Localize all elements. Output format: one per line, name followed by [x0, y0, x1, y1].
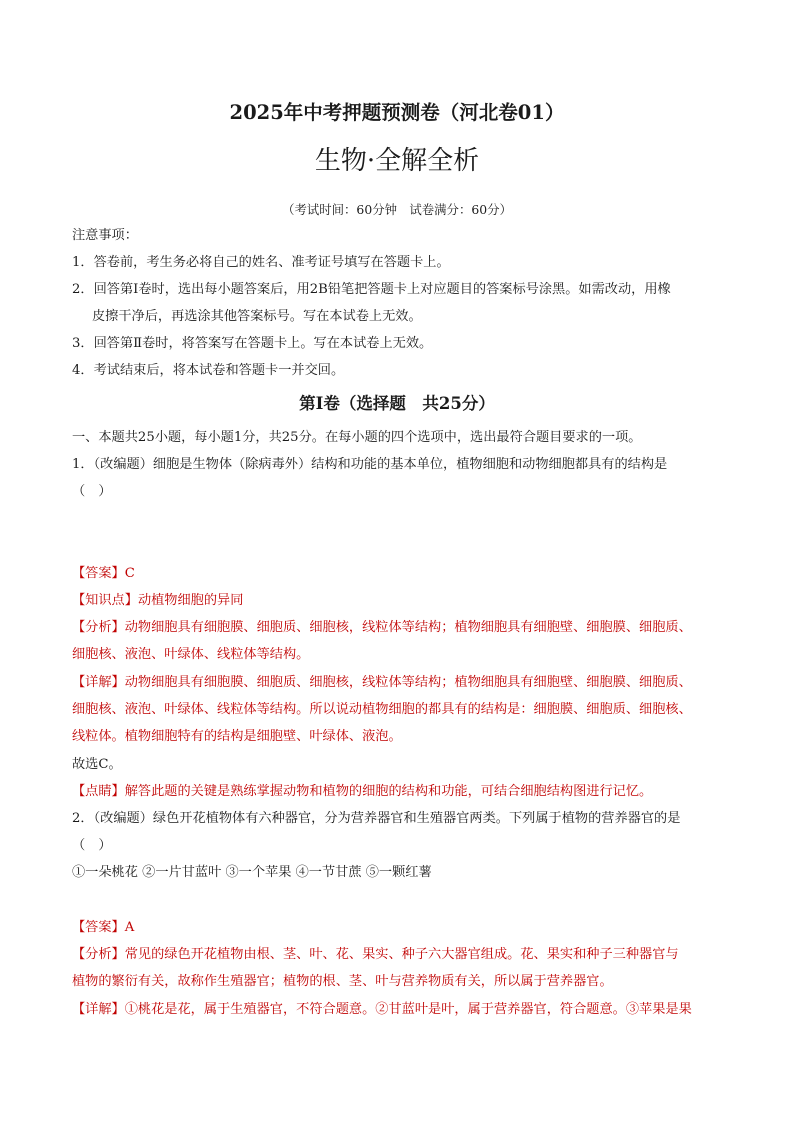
answer-tag: 【答案】 — [72, 566, 125, 581]
notice-item: 皮擦干净后，再选涂其他答案标号。写在本试卷上无效。 — [92, 309, 422, 324]
notice-item: 4．考试结束后，将本试卷和答题卡一并交回。 — [72, 363, 345, 378]
q2-answer — [72, 918, 728, 938]
notice-item: 2．回答第Ⅰ卷时，选出每小题答案后，用2B铅笔把答题卡上对应题目的答案标号涂黑。如需改动，用橡 — [72, 282, 671, 297]
q2-items: ①一朵桃花 ②一片甘蓝叶 ③一个苹果 ④一节甘蔗 ⑤一颗红薯 — [72, 865, 432, 880]
answer-tag: 【答案】 — [72, 920, 125, 935]
detail-tag: 【详解】 — [72, 1002, 125, 1017]
page-title: 2025年中考押题预测卷（河北卷01） — [229, 101, 565, 124]
knowledge-text: 动植物细胞的异同 — [137, 593, 244, 608]
q1-analysis — [72, 618, 728, 638]
q1-conclusion: 故选C。 — [72, 757, 122, 772]
q1-detail — [72, 673, 728, 693]
notice-item: 1．答卷前，考生务必将自己的姓名、准考证号填写在答题卡上。 — [72, 255, 450, 270]
q1-stem: 1．（改编题）细胞是生物体（除病毒外）结构和功能的基本单位，植物细胞和动物细胞都具有的结构是 — [72, 457, 668, 472]
analysis-tag: 【分析】 — [72, 620, 125, 635]
section-title: 第Ⅰ卷（选择题 共25分） — [299, 394, 495, 413]
analysis-text: 常见的绿色开花植物由根、茎、叶、花、果实、种子六大器官组成。花、果实和种子三种器官与 — [124, 947, 679, 962]
q1-detail-cont: 细胞核、液泡、叶绿体、线粒体等结构。所以说动植物细胞的都具有的结构是：细胞膜、细胞质、细胞核、 — [72, 702, 692, 717]
q1-knowledge — [72, 591, 728, 611]
q1-answer — [72, 564, 728, 584]
q2-stem-paren: （ ） — [72, 838, 112, 853]
notice-heading: 注意事项： — [72, 228, 138, 243]
q1-detail-cont: 线粒体。植物细胞特有的结构是细胞壁、叶绿体、液泡。 — [72, 729, 402, 744]
answer-value: C — [124, 566, 135, 581]
tip-tag: 【点睛】 — [72, 784, 125, 799]
q2-detail — [72, 1000, 728, 1020]
q2-analysis-cont: 植物的繁衍有关，故称作生殖器官；植物的根、茎、叶与营养物质有关，所以属于营养器官。 — [72, 974, 613, 989]
tip-text: 解答此题的关键是熟练掌握动物和植物的细胞的结构和功能，可结合细胞结构图进行记忆。 — [124, 784, 653, 799]
q1-stem-paren: （ ） — [72, 484, 112, 499]
section-intro: 一、本题共25小题，每小题1分，共25分。在每小题的四个选项中，选出最符合题目要求的一项。 — [72, 430, 642, 445]
q1-tip — [72, 782, 728, 802]
q2-analysis — [72, 945, 728, 965]
notice-item: 3．回答第Ⅱ卷时，将答案写在答题卡上。写在本试卷上无效。 — [72, 336, 433, 351]
analysis-text: 动物细胞具有细胞膜、细胞质、细胞核，线粒体等结构；植物细胞具有细胞壁、细胞膜、细胞质、 — [124, 620, 692, 635]
analysis-tag: 【分析】 — [72, 947, 125, 962]
detail-tag: 【详解】 — [72, 675, 125, 690]
exam-info: （考试时间：60分钟 试卷满分：60分） — [282, 202, 512, 217]
page-subtitle: 生物·全解全析 — [314, 146, 480, 176]
answer-value: A — [124, 920, 135, 935]
detail-text: 动物细胞具有细胞膜、细胞质、细胞核，线粒体等结构；植物细胞具有细胞壁、细胞膜、细胞质、 — [124, 675, 692, 690]
q1-analysis-cont: 细胞核、液泡、叶绿体、线粒体等结构。 — [72, 647, 310, 662]
detail-text: ①桃花是花，属于生殖器官，不符合题意。②甘蓝叶是叶，属于营养器官，符合题意。③苹果是果 — [124, 1002, 692, 1017]
q2-stem: 2．（改编题）绿色开花植物体有六种器官，分为营养器官和生殖器官两类。下列属于植物的营养器官的是 — [72, 811, 681, 826]
knowledge-tag: 【知识点】 — [72, 593, 138, 608]
